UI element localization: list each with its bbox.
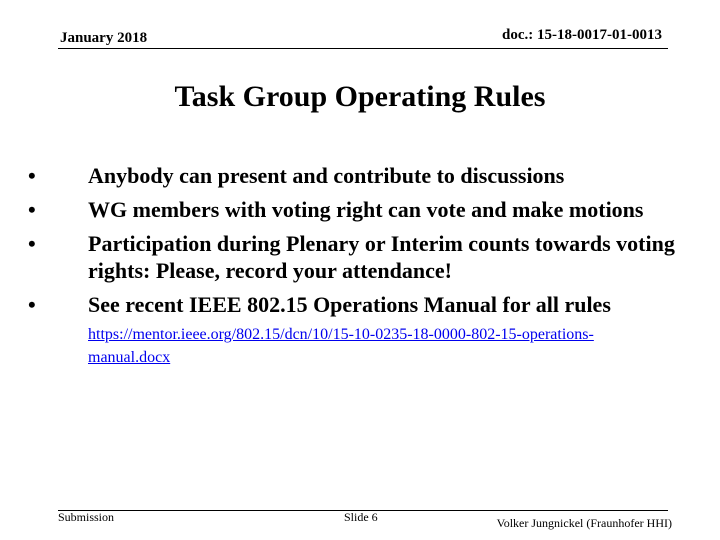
- bullet-text: Participation during Plenary or Interim counts towards voting rights: Please, record your attendance!: [88, 231, 675, 283]
- header-divider: [58, 48, 668, 49]
- bullet-marker: •: [28, 231, 36, 256]
- bullet-marker: •: [28, 197, 36, 222]
- bullet-item: [28, 162, 708, 189]
- header-doc-number: doc.: 15-18-0017-01-0013: [502, 27, 662, 43]
- footer-submission: Submission: [58, 510, 115, 524]
- bullet-list: [28, 162, 708, 325]
- header-date: January 2018: [60, 30, 148, 46]
- bullet-text: WG members with voting right can vote and make motions: [88, 197, 644, 222]
- bullet-marker: •: [28, 163, 36, 188]
- bullet-text: Anybody can present and contribute to discussions: [88, 163, 565, 188]
- bullet-marker: •: [28, 292, 36, 317]
- bullet-item: [28, 230, 708, 284]
- slide-title: Task Group Operating Rules: [174, 80, 546, 113]
- bullet-item: [28, 196, 708, 223]
- bullet-text: See recent IEEE 802.15 Operations Manual for all rules: [88, 292, 611, 317]
- footer-slide-number: Slide 6: [344, 510, 378, 524]
- operations-manual-link[interactable]: https://mentor.ieee.org/802.15/dcn/10/15-10-0235-18-0000-802-15-operations-manual.docx: [88, 326, 594, 366]
- footer-author: Volker Jungnickel (Fraunhofer HHI): [496, 516, 672, 530]
- bullet-item: [28, 291, 708, 318]
